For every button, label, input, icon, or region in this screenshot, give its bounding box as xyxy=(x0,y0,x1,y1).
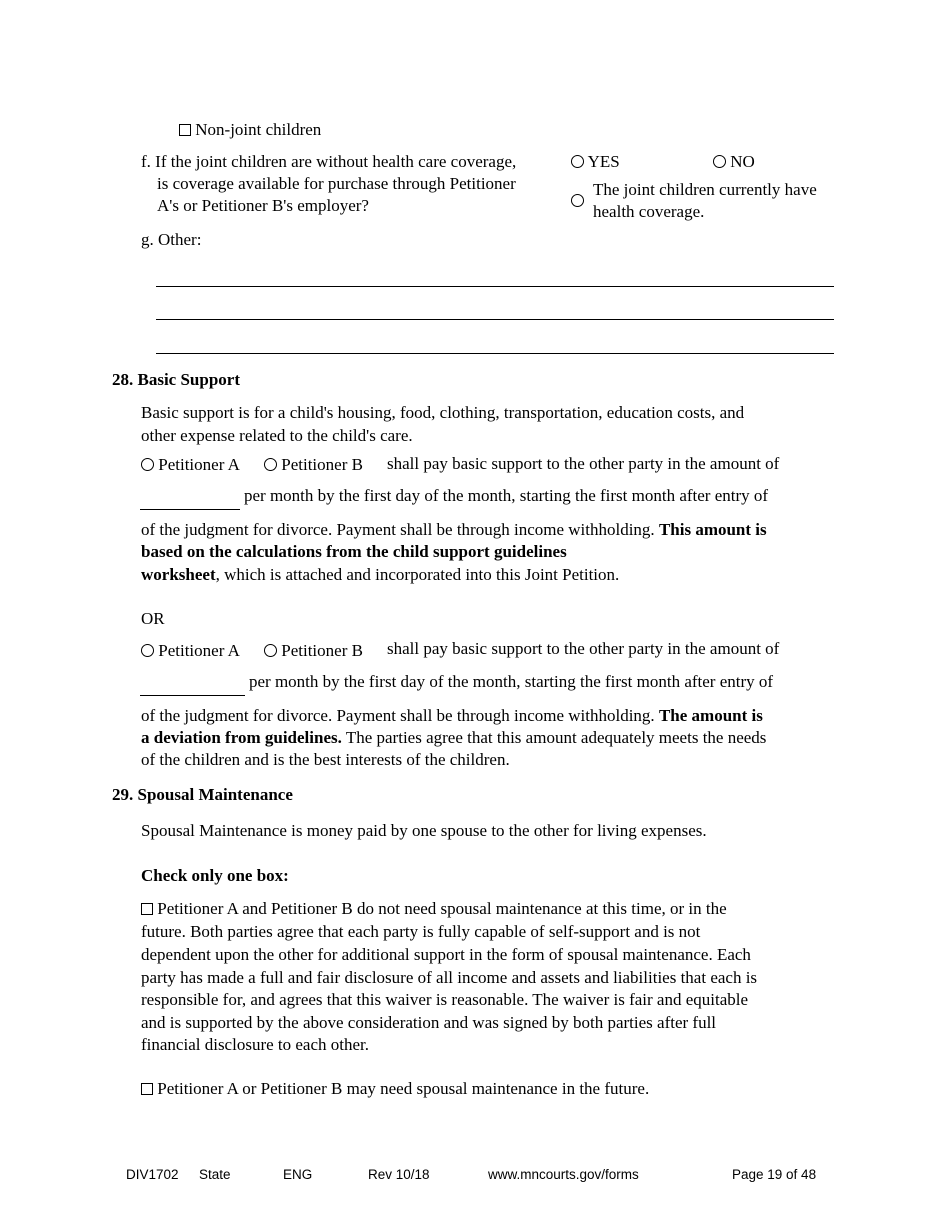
no-maintenance-line1: Petitioner A and Petitioner B do not need spousal maintenance at this time, or in the xyxy=(157,899,727,918)
no-maintenance-line4: party has made a full and fair disclosure of all income and assets and liabilities that each is xyxy=(141,968,758,987)
coverage-yes-radio[interactable] xyxy=(571,155,584,168)
option1-per-month-text: per month by the first day of the month, starting the first month after entry of xyxy=(244,486,769,505)
option2-tail2: of the children and is the best interests of the children. xyxy=(141,750,510,769)
no-maintenance-line2: future. Both parties agree that each party is fully capable of self-support and is not xyxy=(141,922,701,941)
option1-bold-word: worksheet xyxy=(141,565,216,584)
nonjoint-children-label: Non-joint children xyxy=(195,120,322,139)
option2-judgment-text: of the judgment for divorce. Payment shall be through income withholding. xyxy=(141,706,655,725)
basic-support-intro-line1: Basic support is for a child's housing, food, clothing, transportation, education costs, and xyxy=(141,403,745,422)
footer-page-number: Page 19 of 48 xyxy=(732,1167,817,1182)
option2-bold-line1: The amount is xyxy=(658,706,763,725)
coverage-no-radio[interactable] xyxy=(713,155,726,168)
basic-support-intro-line2: other expense related to the child's care. xyxy=(141,426,413,445)
option1-tail: , which is attached and incorporated into this Joint Petition. xyxy=(215,565,620,584)
currently-covered-radio[interactable] xyxy=(571,194,584,207)
no-maintenance-line5: responsible for, and agrees that this waiver is reasonable. The waiver is fair and equitable xyxy=(141,990,749,1009)
option1-amount-input[interactable] xyxy=(140,509,240,510)
option1-text-line1 xyxy=(141,520,767,540)
spousal-maintenance-intro: Spousal Maintenance is money paid by one spouse to the other for living expenses. xyxy=(141,821,707,840)
no-maintenance-line3: dependent upon the other for additional support in the form of spousal maintenance. Each xyxy=(141,945,751,964)
no-maintenance-line6: and is supported by the above consideration and was signed by both parties after full xyxy=(141,1013,717,1032)
coverage-no-label: NO xyxy=(730,152,755,171)
option2-amount-input[interactable] xyxy=(140,695,245,696)
option2-petitioner-b xyxy=(264,641,363,661)
option2-petitioner-a xyxy=(141,641,240,661)
footer-state: State xyxy=(199,1167,231,1182)
other-input-line-1[interactable] xyxy=(156,286,834,287)
option2-petitioner-b-radio[interactable] xyxy=(264,644,277,657)
option1-judgment-text: of the judgment for divorce. Payment shall be through income withholding. xyxy=(141,520,655,539)
may-need-maintenance-label: Petitioner A or Petitioner B may need spousal maintenance in the future. xyxy=(157,1079,650,1098)
no-maintenance-option xyxy=(141,899,727,919)
option2-bold-line2: a deviation from guidelines. xyxy=(141,728,342,747)
currently-covered-line1: The joint children currently have xyxy=(593,180,817,199)
coverage-yes-label: YES xyxy=(587,152,620,171)
spousal-maintenance-heading: 29. Spousal Maintenance xyxy=(112,785,293,804)
other-input-line-2[interactable] xyxy=(156,319,834,320)
nonjoint-children-checkbox[interactable] xyxy=(179,124,191,136)
question-f-line1: f. If the joint children are without health care coverage, xyxy=(141,152,517,171)
option2-text-line2 xyxy=(141,728,766,748)
footer-form-id: DIV1702 xyxy=(126,1167,179,1182)
may-need-maintenance-option xyxy=(141,1079,649,1099)
check-one-label: Check only one box: xyxy=(141,866,289,885)
question-f-line3: A's or Petitioner B's employer? xyxy=(157,196,369,215)
option2-petitioner-a-label: Petitioner A xyxy=(158,641,240,660)
or-label: OR xyxy=(141,609,165,628)
footer-revision: Rev 10/18 xyxy=(368,1167,430,1182)
option1-petitioner-a xyxy=(141,455,240,475)
other-label: g. Other: xyxy=(141,230,202,249)
footer-language: ENG xyxy=(283,1167,313,1182)
option1-text-line3 xyxy=(141,565,619,585)
may-need-maintenance-checkbox[interactable] xyxy=(141,1083,153,1095)
option1-petitioner-a-label: Petitioner A xyxy=(158,455,240,474)
option1-bold-line2: based on the calculations from the child support guidelines xyxy=(141,542,567,561)
option1-petitioner-b-radio[interactable] xyxy=(264,458,277,471)
no-maintenance-line7: financial disclosure to each other. xyxy=(141,1035,369,1054)
coverage-no-option xyxy=(713,152,755,172)
other-input-line-3[interactable] xyxy=(156,353,834,354)
option2-text-line1 xyxy=(141,706,763,726)
option2-tail1: The parties agree that this amount adequately meets the needs xyxy=(345,728,767,747)
option2-petitioner-a-radio[interactable] xyxy=(141,644,154,657)
option1-petitioner-a-radio[interactable] xyxy=(141,458,154,471)
option2-per-month-text: per month by the first day of the month, starting the first month after entry of xyxy=(249,672,774,691)
basic-support-heading: 28. Basic Support xyxy=(112,370,240,389)
no-maintenance-checkbox[interactable] xyxy=(141,903,153,915)
currently-covered-line2: health coverage. xyxy=(593,202,705,221)
option1-shall-pay-text: shall pay basic support to the other party in the amount of xyxy=(387,454,780,473)
nonjoint-children-option xyxy=(179,120,321,140)
coverage-yes-option xyxy=(571,152,620,172)
option1-bold-line1: This amount is xyxy=(658,520,767,539)
option2-petitioner-b-label: Petitioner B xyxy=(281,641,363,660)
option1-petitioner-b-label: Petitioner B xyxy=(281,455,363,474)
question-f-line2: is coverage available for purchase through Petitioner xyxy=(157,174,516,193)
option1-petitioner-b xyxy=(264,455,363,475)
option2-shall-pay-text: shall pay basic support to the other party in the amount of xyxy=(387,639,780,658)
footer-url[interactable]: www.mncourts.gov/forms xyxy=(488,1167,639,1182)
